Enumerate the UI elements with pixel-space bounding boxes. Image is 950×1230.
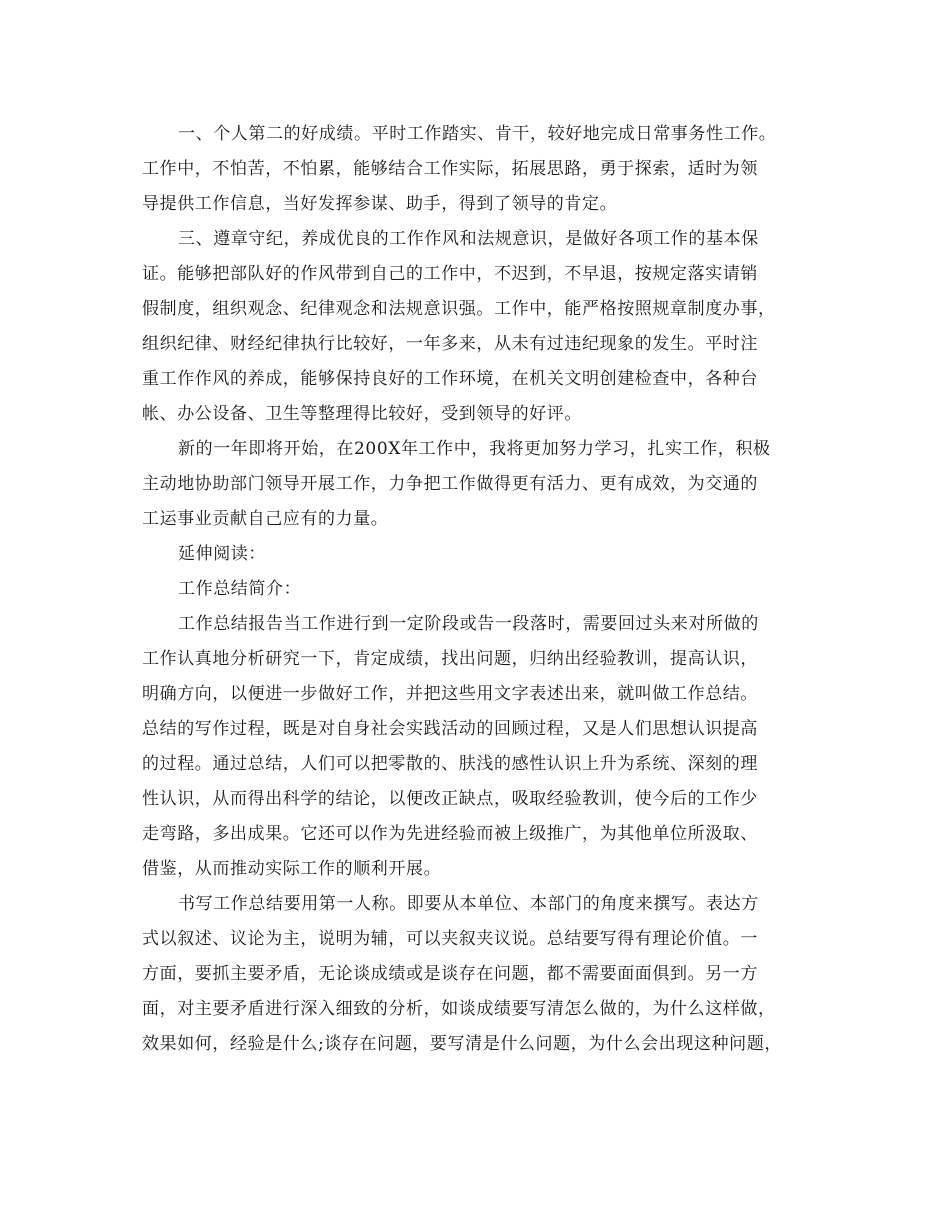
paragraph-line: 借鉴，从而推动实际工作的顺利开展。 (142, 859, 442, 879)
paragraph-line: 式以叙述、议论为主，说明为辅，可以夹叙夹议说。总结要写得有理论价值。一 (142, 929, 758, 949)
paragraph-line: 走弯路，多出成果。它还可以作为先进经验而被上级推广，为其他单位所汲取、 (142, 824, 758, 844)
paragraph-line: 书写工作总结要用第一人称。即要从本单位、本部门的角度来撰写。表达方 (178, 894, 759, 914)
paragraph-line: 组织纪律、财经纪律执行比较好，一年多来，从未有过违纪现象的发生。平时注 (142, 334, 758, 354)
paragraph-line: 的过程。通过总结，人们可以把零散的、肤浅的感性认识上升为系统、深刻的理 (142, 754, 758, 774)
section-heading: 延伸阅读： (178, 544, 266, 564)
paragraph-line: 一、个人第二的好成绩。平时工作踏实、肯干，较好地完成日常事务性工作。 (178, 124, 777, 144)
paragraph-line: 三、遵章守纪，养成优良的工作作风和法规意识，是做好各项工作的基本保 (178, 229, 759, 249)
paragraph-line: 导提供工作信息，当好发挥参谋、助手，得到了领导的肯定。 (142, 194, 618, 214)
section-heading: 工作总结简介： (178, 579, 302, 599)
paragraph-line: 明确方向，以便进一步做好工作，并把这些用文字表述出来，就叫做工作总结。 (142, 684, 758, 704)
paragraph-line: 工作总结报告当工作进行到一定阶段或告一段落时，需要回过头来对所做的 (178, 614, 759, 634)
paragraph-line: 假制度，组织观念、纪律观念和法规意识强。工作中，能严格按照规章制度办事， (142, 299, 776, 319)
paragraph-line: 性认识，从而得出科学的结论，以便改正缺点，吸取经验教训，使今后的工作少 (142, 789, 758, 809)
document-body (142, 117, 814, 1062)
paragraph-line: 重工作作风的养成，能够保持良好的工作环境，在机关文明创建检查中，各种台 (142, 369, 758, 389)
paragraph-line: 工作中，不怕苦，不怕累，能够结合工作实际，拓展思路，勇于探索，适时为领 (142, 159, 758, 179)
paragraph-line: 主动地协助部门领导开展工作，力争把工作做得更有活力、更有成效，为交通的 (142, 474, 758, 494)
paragraph-line: 总结的写作过程，既是对自身社会实践活动的回顾过程，又是人们思想认识提高 (142, 719, 758, 739)
paragraph-line: 证。能够把部队好的作风带到自己的工作中，不迟到，不早退，按规定落实请销 (142, 264, 758, 284)
paragraph-line: 效果如何，经验是什么;谈存在问题，要写清是什么问题，为什么会出现这种问题， (142, 1034, 782, 1054)
paragraph-line: 新的一年即将开始，在200X年工作中，我将更加努力学习，扎实工作，积极 (178, 439, 771, 459)
paragraph-line: 面，对主要矛盾进行深入细致的分析，如谈成绩要写清怎么做的，为什么这样做， (142, 999, 776, 1019)
paragraph-line: 方面，要抓主要矛盾，无论谈成绩或是谈存在问题，都不需要面面俱到。另一方 (142, 964, 758, 984)
paragraph-line: 帐、办公设备、卫生等整理得比较好，受到领导的好评。 (142, 404, 582, 424)
paragraph-line: 工运事业贡献自己应有的力量。 (142, 509, 389, 529)
paragraph-line: 工作认真地分析研究一下，肯定成绩，找出问题，归纳出经验教训，提高认识， (142, 649, 758, 669)
